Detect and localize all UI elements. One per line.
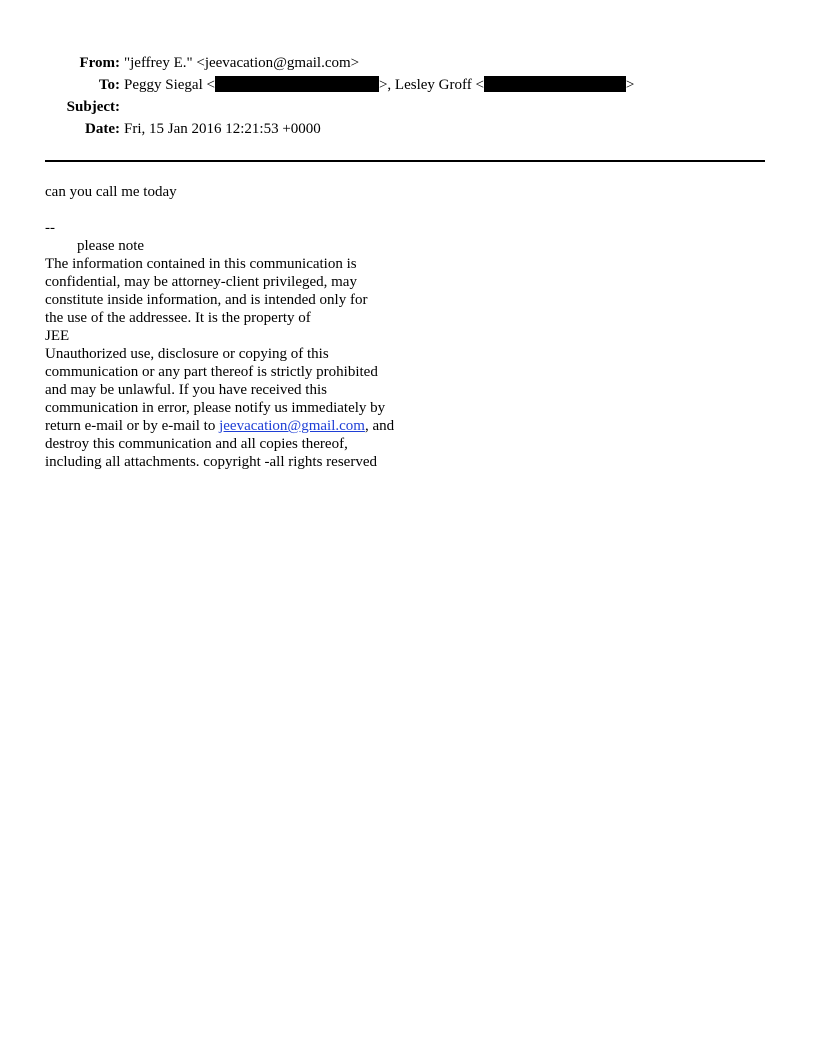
date-label: Date: (85, 121, 120, 137)
disclaimer-line: confidential, may be attorney-client privileged, may (45, 274, 357, 290)
disclaimer-line: Unauthorized use, disclosure or copying of this (45, 346, 329, 362)
to-end: > (625, 77, 635, 93)
to-recipient-2: >, Lesley Groff < (378, 77, 484, 93)
return-suffix: , and (364, 418, 395, 434)
disclaimer-line: the use of the addressee. It is the property of (45, 310, 311, 326)
message-text: can you call me today (45, 184, 177, 200)
disclaimer-line: The information contained in this communication is (45, 256, 357, 272)
from-label: From: (79, 55, 120, 71)
to-value (124, 76, 634, 94)
disclaimer-line: JEE (45, 328, 70, 344)
disclaimer-line: and may be unlawful. If you have received this (45, 382, 327, 398)
disclaimer-line: constitute inside information, and is intended only for (45, 292, 368, 308)
signature-dashes: -- (45, 220, 55, 236)
subject-label: Subject: (66, 99, 120, 115)
please-note: please note (77, 238, 145, 254)
disclaimer-line: communication in error, please notify us immediately by (45, 400, 386, 416)
return-email-line (45, 417, 765, 435)
return-prefix: return e-mail or by e-mail to (45, 418, 220, 434)
from-value: "jeffrey E." <jeevacation@gmail.com> (124, 55, 360, 71)
redaction-box-2 (484, 76, 626, 92)
to-label: To: (98, 77, 120, 93)
disclaimer-line: communication or any part thereof is strictly prohibited (45, 364, 378, 380)
email-link[interactable]: jeevacation@gmail.com (219, 418, 365, 434)
closing-line: including all attachments. copyright -all rights reserved (45, 454, 377, 470)
redaction-box-1 (215, 76, 379, 92)
header-divider (45, 160, 765, 162)
email-body (45, 183, 765, 471)
to-recipient-1: Peggy Siegal < (124, 77, 215, 93)
date-value: Fri, 15 Jan 2016 12:21:53 +0000 (124, 121, 321, 137)
closing-line: destroy this communication and all copies thereof, (45, 436, 348, 452)
